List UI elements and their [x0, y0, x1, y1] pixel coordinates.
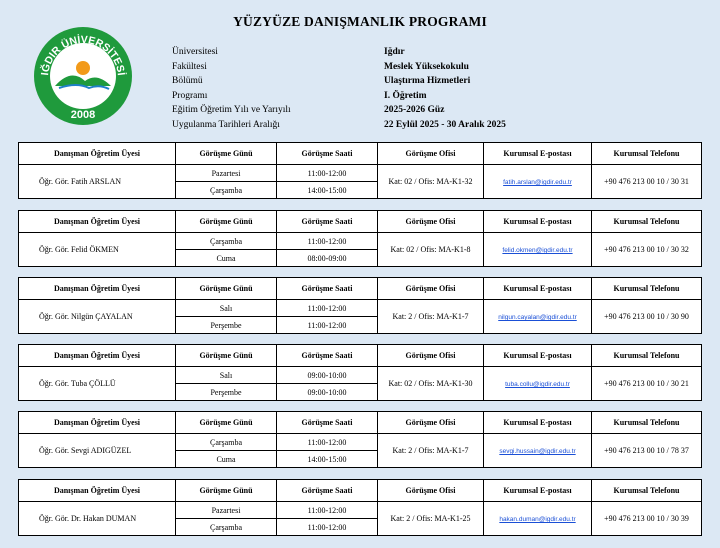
header-email: Kurumsal E-postası — [484, 143, 592, 165]
header-advisor: Danışman Öğretim Üyesi — [19, 412, 176, 434]
advisor-table — [18, 142, 702, 199]
meeting-day: Pazartesi — [176, 165, 277, 182]
meeting-time: 08:00-09:00 — [277, 250, 378, 267]
advisor-table — [18, 210, 702, 267]
info-row — [172, 60, 506, 75]
meeting-day: Perşembe — [176, 384, 277, 401]
header-email: Kurumsal E-postası — [484, 480, 592, 502]
info-value: Meslek Yüksekokulu — [384, 61, 469, 72]
header-office: Görüşme Ofisi — [378, 480, 484, 502]
meeting-day: Çarşamba — [176, 182, 277, 199]
info-label: Üniversitesi — [172, 47, 218, 57]
logo-arc-text: IĞDIR ÜNİVERSİTESİ — [39, 33, 127, 77]
table-row — [19, 367, 702, 384]
header-row — [19, 480, 702, 502]
header-advisor: Danışman Öğretim Üyesi — [19, 211, 176, 233]
header-phone: Kurumsal Telefonu — [592, 143, 702, 165]
info-value: 2025-2026 Güz — [384, 105, 445, 115]
advisor-name: Öğr. Gör. Nilgün ÇAYALAN — [19, 300, 176, 334]
header-time: Görüşme Saati — [277, 412, 378, 434]
office: Kat: 02 / Ofis: MA-K1-8 — [378, 233, 484, 267]
phone: +90 476 213 00 10 / 30 21 — [592, 367, 702, 401]
advisor-name: Öğr. Gör. Tuba ÇÖLLÜ — [19, 367, 176, 401]
office: Kat: 2 / Ofis: MA-K1-7 — [378, 434, 484, 468]
header-office: Görüşme Ofisi — [378, 412, 484, 434]
meeting-day: Çarşamba — [176, 233, 277, 250]
advisor-name: Öğr. Gör. Fatih ARSLAN — [19, 165, 176, 199]
office: Kat: 2 / Ofis: MA-K1-25 — [378, 502, 484, 536]
header-advisor: Danışman Öğretim Üyesi — [19, 143, 176, 165]
header-day: Görüşme Günü — [176, 412, 277, 434]
meeting-day: Pazartesi — [176, 502, 277, 519]
meeting-day: Cuma — [176, 250, 277, 267]
info-value: 22 Eylül 2025 - 30 Aralık 2025 — [384, 119, 506, 130]
header-row — [19, 345, 702, 367]
header-advisor: Danışman Öğretim Üyesi — [19, 278, 176, 300]
info-row — [172, 118, 506, 133]
header-office: Görüşme Ofisi — [378, 143, 484, 165]
table-row — [19, 233, 702, 250]
info-row — [172, 45, 506, 60]
meeting-time: 09:00-10:00 — [277, 384, 378, 401]
advisor-name: Öğr. Gör. Sevgi ADIGÜZEL — [19, 434, 176, 468]
table-row — [19, 434, 702, 451]
header-row — [19, 143, 702, 165]
meeting-day: Perşembe — [176, 317, 277, 334]
email-link[interactable]: hakan.duman@igdir.edu.tr — [499, 516, 576, 523]
advisor-table — [18, 344, 702, 401]
header-phone: Kurumsal Telefonu — [592, 345, 702, 367]
phone: +90 476 213 00 10 / 30 90 — [592, 300, 702, 334]
email-link[interactable]: nilgun.cayalan@igdir.edu.tr — [498, 314, 577, 321]
email-cell — [484, 367, 592, 401]
advisor-name: Öğr. Gör. Dr. Hakan DUMAN — [19, 502, 176, 536]
page-title: YÜZYÜZE DANIŞMANLIK PROGRAMI — [233, 14, 487, 29]
email-cell — [484, 165, 592, 199]
meeting-day: Cuma — [176, 451, 277, 468]
phone: +90 476 213 00 10 / 30 32 — [592, 233, 702, 267]
advisor-table — [18, 479, 702, 536]
meeting-time: 14:00-15:00 — [277, 451, 378, 468]
header-row — [19, 211, 702, 233]
advisor-table — [18, 277, 702, 334]
meeting-time: 11:00-12:00 — [277, 165, 378, 182]
header-row — [19, 412, 702, 434]
header-phone: Kurumsal Telefonu — [592, 412, 702, 434]
phone: +90 476 213 00 10 / 78 37 — [592, 434, 702, 468]
meeting-time: 11:00-12:00 — [277, 300, 378, 317]
advisor-name: Öğr. Gör. Felid ÖKMEN — [19, 233, 176, 267]
email-cell — [484, 233, 592, 267]
advisor-table — [18, 411, 702, 468]
header-time: Görüşme Saati — [277, 143, 378, 165]
header-phone: Kurumsal Telefonu — [592, 278, 702, 300]
header-office: Görüşme Ofisi — [378, 345, 484, 367]
meeting-time: 11:00-12:00 — [277, 317, 378, 334]
phone: +90 476 213 00 10 / 30 31 — [592, 165, 702, 199]
email-cell — [484, 434, 592, 468]
header-advisor: Danışman Öğretim Üyesi — [19, 345, 176, 367]
info-label: Eğitim Öğretim Yılı ve Yarıyılı — [172, 105, 291, 115]
meeting-time: 11:00-12:00 — [277, 519, 378, 536]
email-cell — [484, 300, 592, 334]
header-email: Kurumsal E-postası — [484, 211, 592, 233]
header-day: Görüşme Günü — [176, 278, 277, 300]
meeting-day: Salı — [176, 300, 277, 317]
info-label: Programı — [172, 90, 208, 101]
office: Kat: 2 / Ofis: MA-K1-7 — [378, 300, 484, 334]
header-email: Kurumsal E-postası — [484, 412, 592, 434]
header-office: Görüşme Ofisi — [378, 278, 484, 300]
header-email: Kurumsal E-postası — [484, 278, 592, 300]
meeting-time: 11:00-12:00 — [277, 502, 378, 519]
email-link[interactable]: tuba.collu@igdir.edu.tr — [505, 381, 570, 388]
header-phone: Kurumsal Telefonu — [592, 211, 702, 233]
header-office: Görüşme Ofisi — [378, 211, 484, 233]
office: Kat: 02 / Ofis: MA-K1-30 — [378, 367, 484, 401]
header-time: Görüşme Saati — [277, 211, 378, 233]
program-info — [172, 45, 506, 132]
email-link[interactable]: fatih.arslan@igdir.edu.tr — [503, 179, 572, 186]
logo-year: 2008 — [70, 109, 96, 121]
table-row — [19, 502, 702, 519]
info-row — [172, 74, 506, 89]
header-advisor: Danışman Öğretim Üyesi — [19, 480, 176, 502]
info-value: Iğdır — [384, 47, 405, 57]
header-day: Görüşme Günü — [176, 143, 277, 165]
university-logo — [33, 26, 133, 126]
header-email: Kurumsal E-postası — [484, 345, 592, 367]
table-row — [19, 165, 702, 182]
meeting-time: 14:00-15:00 — [277, 182, 378, 199]
header-time: Görüşme Saati — [277, 345, 378, 367]
info-label: Uygulanma Tarihleri Aralığı — [172, 119, 280, 130]
header-time: Görüşme Saati — [277, 278, 378, 300]
meeting-day: Salı — [176, 367, 277, 384]
meeting-time: 11:00-12:00 — [277, 233, 378, 250]
header-day: Görüşme Günü — [176, 345, 277, 367]
phone: +90 476 213 00 10 / 30 39 — [592, 502, 702, 536]
info-label: Bölümü — [172, 76, 203, 86]
meeting-time: 09:00-10:00 — [277, 367, 378, 384]
header-phone: Kurumsal Telefonu — [592, 480, 702, 502]
email-link[interactable]: felid.okmen@igdir.edu.tr — [502, 247, 573, 254]
header-day: Görüşme Günü — [176, 211, 277, 233]
header-row — [19, 278, 702, 300]
table-row — [19, 300, 702, 317]
info-row — [172, 89, 506, 104]
header-time: Görüşme Saati — [277, 480, 378, 502]
header-day: Görüşme Günü — [176, 480, 277, 502]
info-label: Fakültesi — [172, 61, 207, 72]
info-value: I. Öğretim — [384, 90, 427, 101]
office: Kat: 02 / Ofis: MA-K1-32 — [378, 165, 484, 199]
info-value: Ulaştırma Hizmetleri — [384, 76, 471, 86]
email-link[interactable]: sevgi.hussain@igdir.edu.tr — [499, 448, 576, 455]
email-cell — [484, 502, 592, 536]
meeting-day: Çarşamba — [176, 519, 277, 536]
meeting-time: 11:00-12:00 — [277, 434, 378, 451]
meeting-day: Çarşamba — [176, 434, 277, 451]
info-row — [172, 103, 506, 118]
